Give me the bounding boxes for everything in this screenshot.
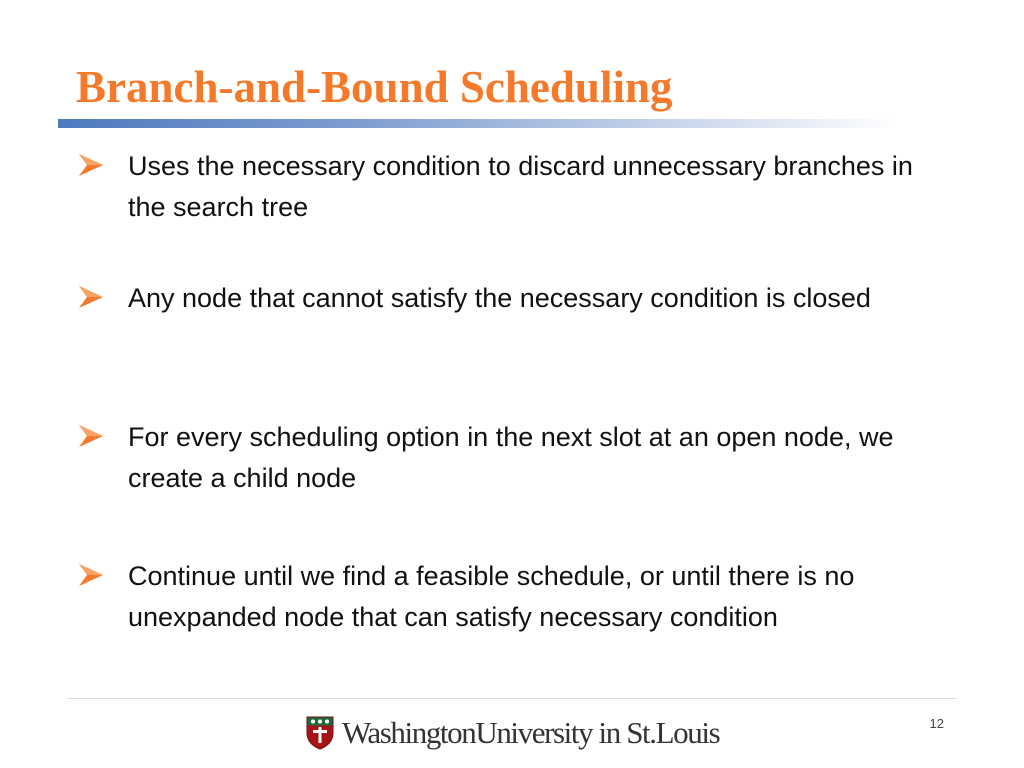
- arrow-bullet-icon: [76, 421, 106, 451]
- title-underline: [58, 119, 898, 128]
- bullet-text: For every scheduling option in the next slot at an open node, we create a child node: [128, 422, 894, 493]
- university-shield-icon: [306, 716, 334, 750]
- arrow-bullet-icon: [76, 560, 106, 590]
- bullet-text: Continue until we find a feasible schedule, or until there is no unexpanded node that can satisfy necessary condition: [128, 561, 855, 632]
- bullet-item: [76, 278, 956, 319]
- arrow-bullet-icon: [76, 282, 106, 312]
- bullet-text: Any node that cannot satisfy the necessary condition is closed: [128, 283, 871, 313]
- footer-divider: [68, 698, 956, 699]
- bullet-item: [76, 556, 956, 638]
- bullet-item: [76, 417, 956, 499]
- bullet-text: Uses the necessary condition to discard unnecessary branches in the search tree: [128, 151, 913, 222]
- bullet-item: [76, 146, 956, 228]
- university-logo: [306, 714, 719, 752]
- arrow-bullet-icon: [76, 150, 106, 180]
- university-logo-text: WashingtonUniversity in St.Louis: [342, 715, 720, 750]
- page-number: 12: [929, 716, 944, 731]
- slide-title: Branch-and-Bound Scheduling: [76, 62, 673, 112]
